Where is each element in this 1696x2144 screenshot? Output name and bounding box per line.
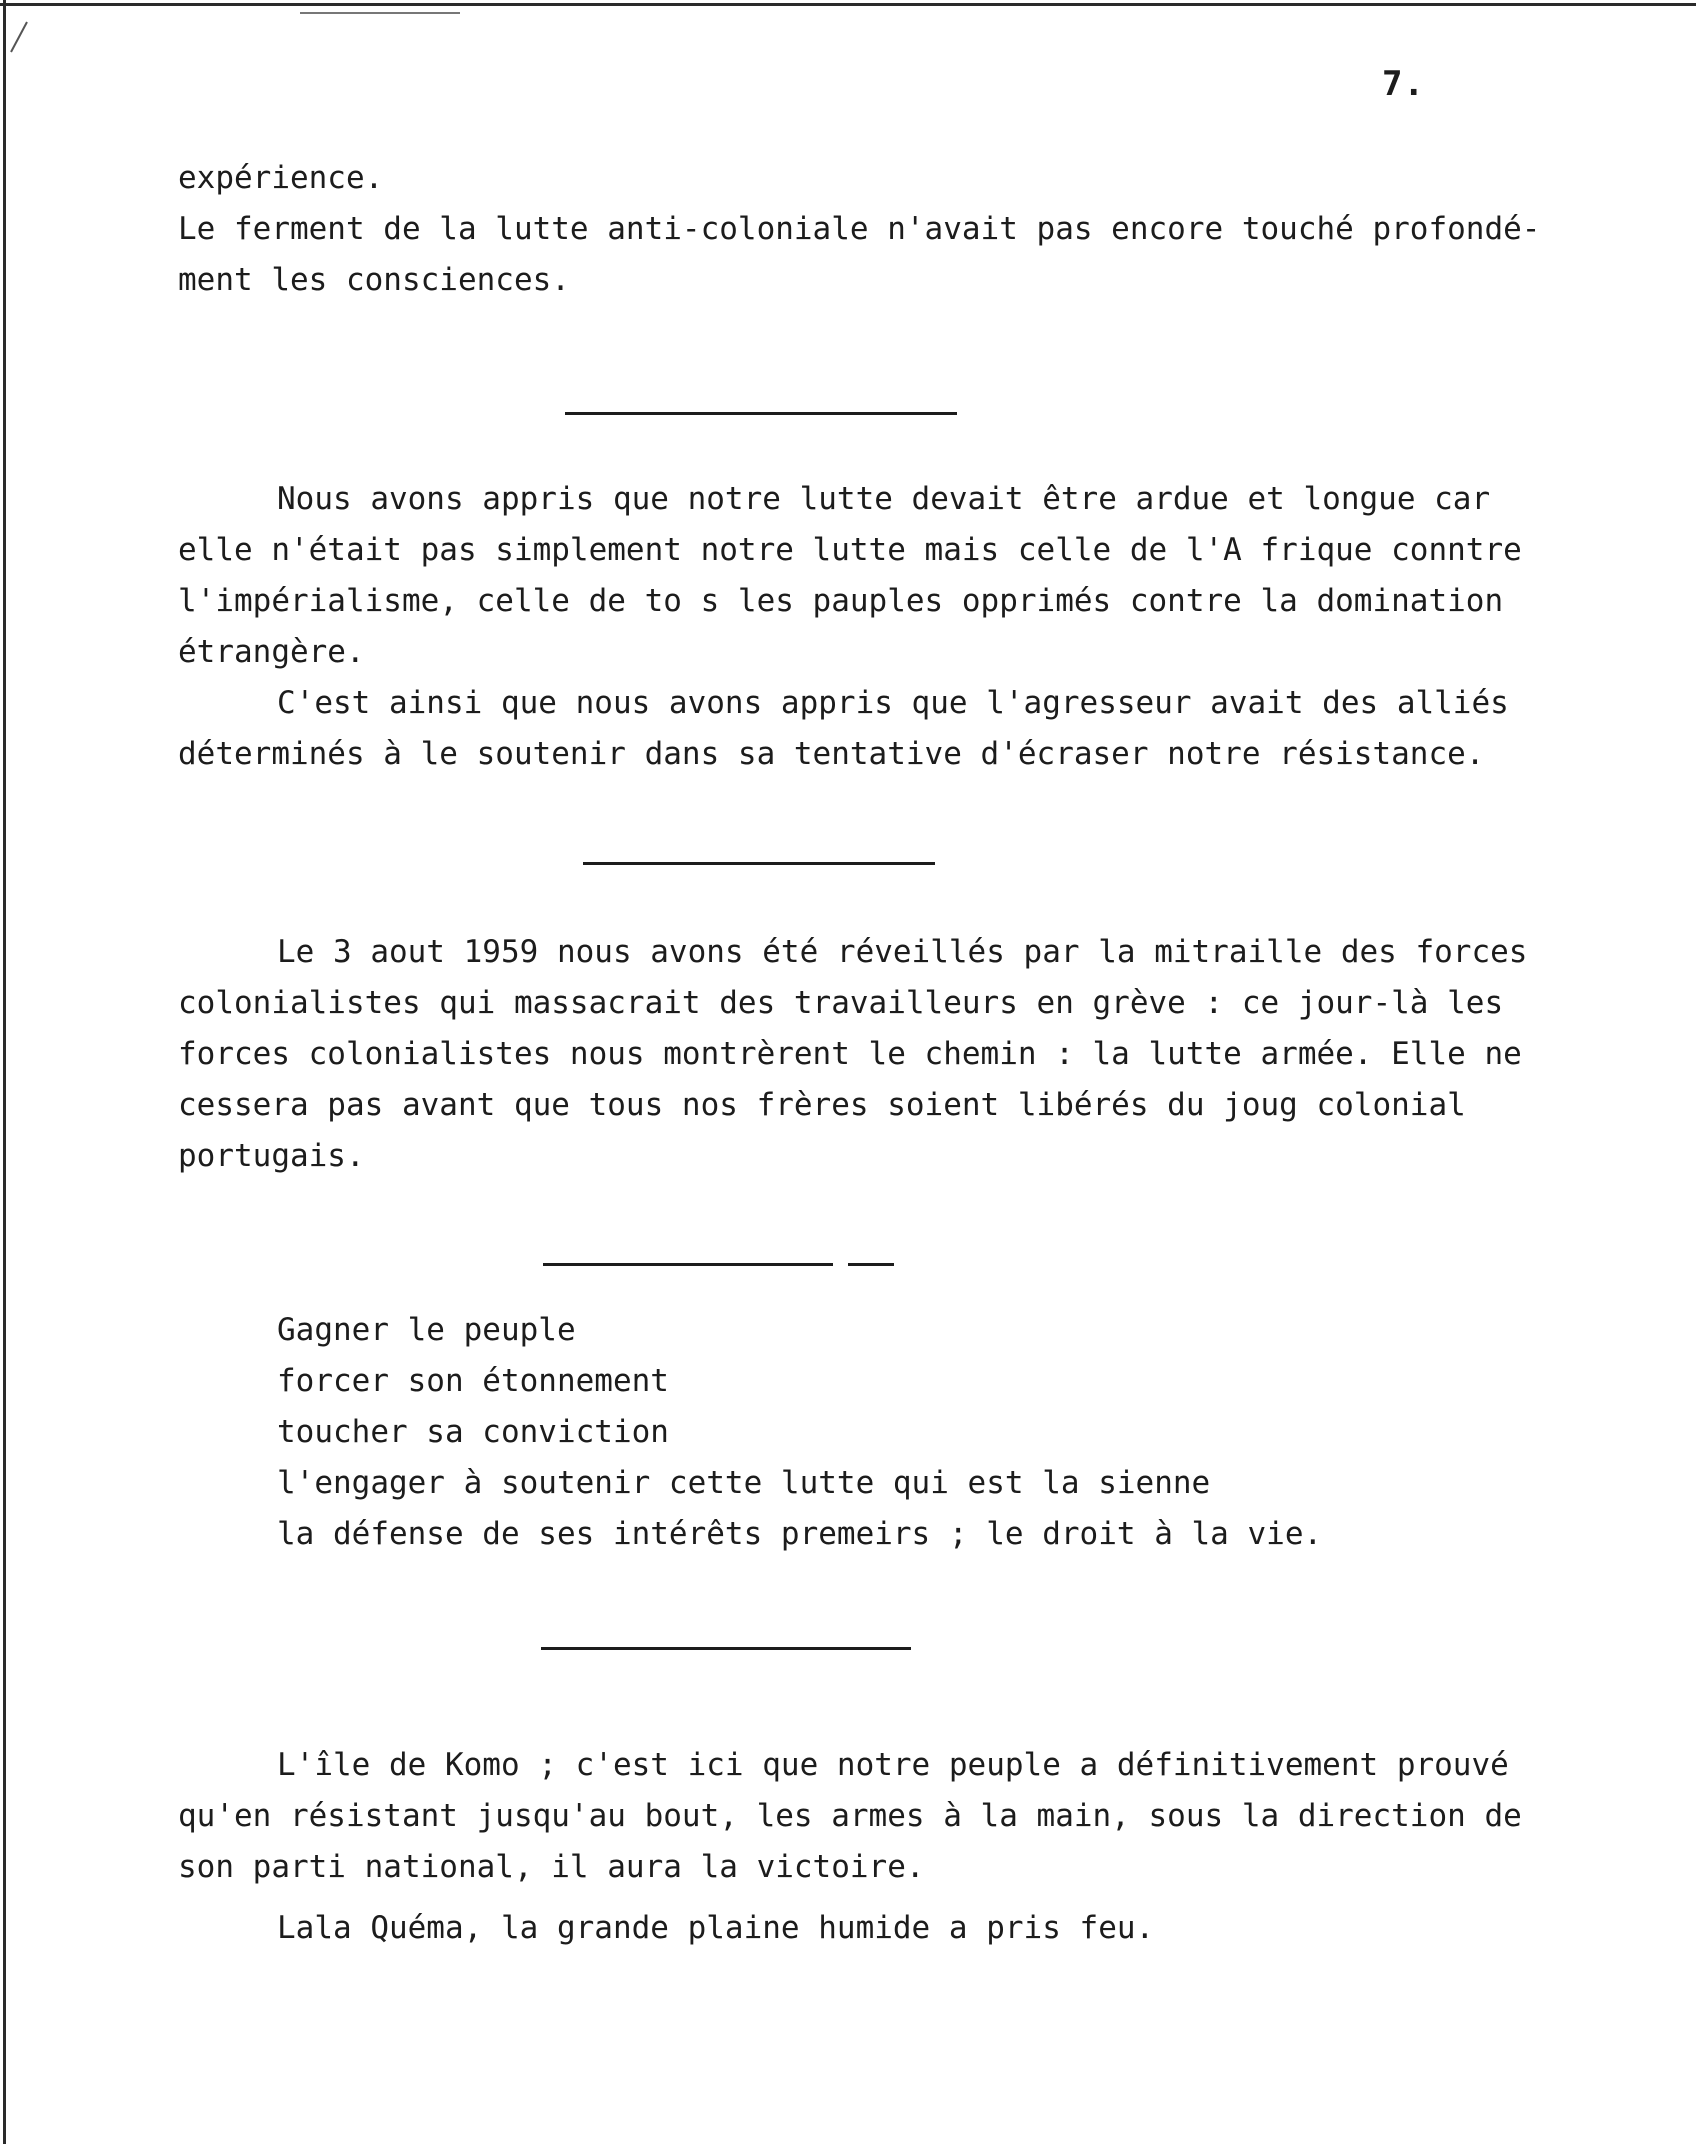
section-divider — [543, 1263, 833, 1266]
text-line: Gagner le peuple — [277, 1312, 576, 1348]
text-line: portugais. — [178, 1138, 365, 1174]
scan-smudge — [300, 12, 460, 14]
text-line: étrangère. — [178, 634, 365, 670]
text-line: son parti national, il aura la victoire. — [178, 1849, 925, 1885]
text-line: colonialistes qui massacrait des travailleurs en grève : ce jour-là les — [178, 985, 1504, 1021]
text-line: cessera pas avant que tous nos frères soient libérés du joug colonial — [178, 1087, 1466, 1123]
section-divider — [583, 862, 935, 865]
text-line: déterminés à le soutenir dans sa tentative d'écraser notre résistance. — [178, 736, 1485, 772]
text-line: toucher sa conviction — [277, 1414, 669, 1450]
section-divider — [541, 1647, 911, 1650]
paragraph-2 — [178, 474, 1522, 780]
text-line: l'impérialisme, celle de to s les pauples opprimés contre la domination — [178, 583, 1504, 619]
page-frame-left — [3, 0, 6, 2144]
text-line: Lala Quéma, la grande plaine humide a pris feu. — [277, 1910, 1155, 1946]
text-line: expérience. — [178, 160, 384, 196]
text-line: forces colonialistes nous montrèrent le chemin : la lutte armée. Elle ne — [178, 1036, 1522, 1072]
page-number: 7. — [1382, 64, 1425, 104]
text-line: Le ferment de la lutte anti-coloniale n'avait pas encore touché profondé- — [178, 211, 1541, 247]
paragraph-3 — [178, 927, 1527, 1182]
text-line: Nous avons appris que notre lutte devait être ardue et longue car — [277, 481, 1491, 517]
text-line: l'engager à soutenir cette lutte qui est la sienne — [277, 1465, 1211, 1501]
text-line: la défense de ses intérêts premeirs ; le droit à la vie. — [277, 1516, 1323, 1552]
text-line: qu'en résistant jusqu'au bout, les armes à la main, sous la direction de — [178, 1798, 1522, 1834]
paragraph-1 — [178, 153, 1540, 306]
text-line: L'île de Komo ; c'est ici que notre peuple a définitivement prouvé — [277, 1747, 1509, 1783]
section-divider-dash — [848, 1263, 894, 1266]
paragraph-5 — [178, 1740, 1522, 1954]
scan-mark — [10, 22, 28, 53]
text-line: elle n'était pas simplement notre lutte mais celle de l'A frique conntre — [178, 532, 1522, 568]
text-line: C'est ainsi que nous avons appris que l'agresseur avait des alliés — [277, 685, 1509, 721]
section-divider — [565, 412, 957, 415]
poem-stanza — [277, 1305, 1322, 1560]
text-line: ment les consciences. — [178, 262, 570, 298]
text-line: forcer son étonnement — [277, 1363, 669, 1399]
text-line: Le 3 aout 1959 nous avons été réveillés par la mitraille des forces — [277, 934, 1528, 970]
page-frame-top — [0, 3, 1696, 6]
